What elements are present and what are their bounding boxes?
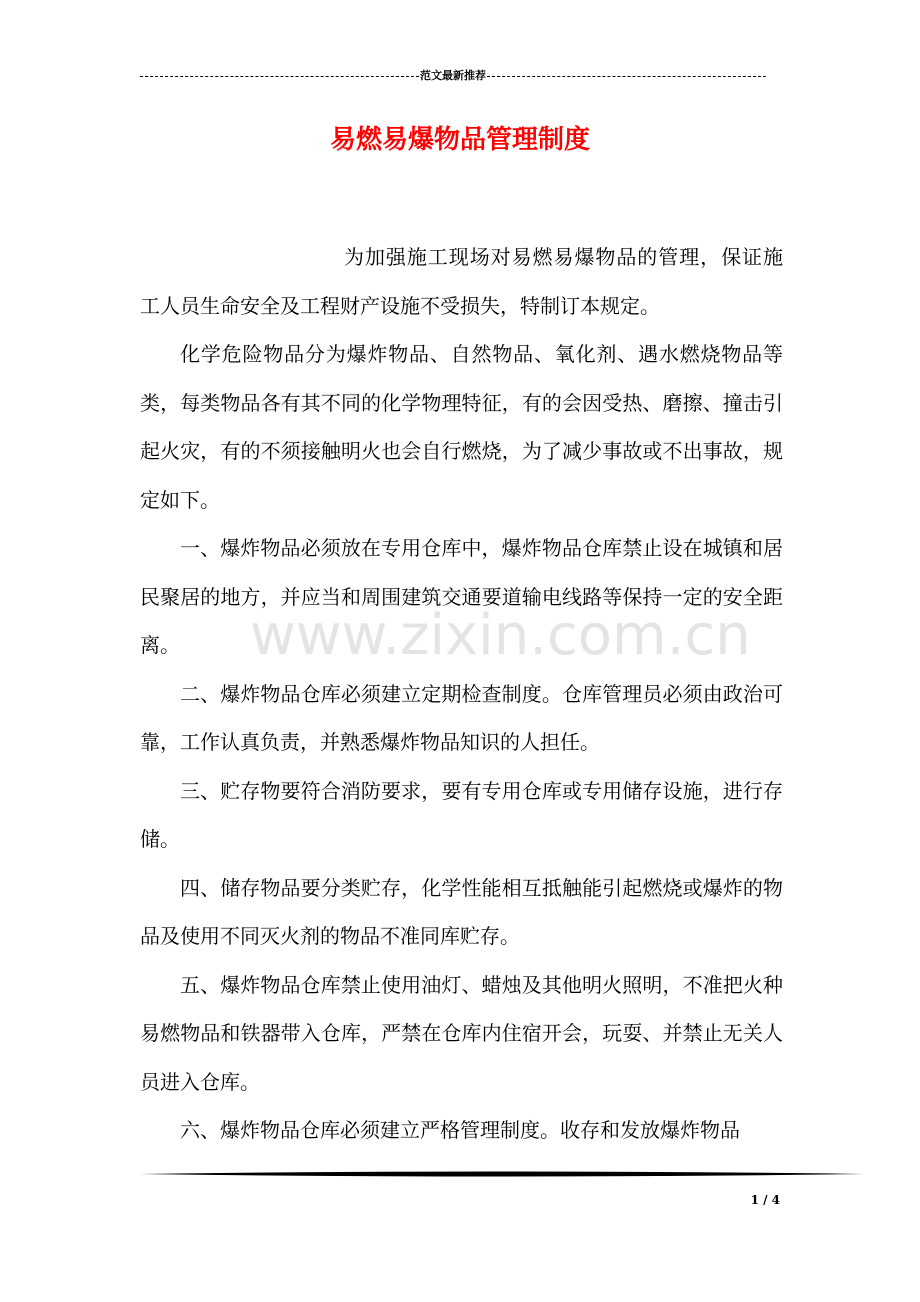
- header-dashes-left: [140, 76, 419, 77]
- page-number: 1 / 4: [750, 1193, 780, 1207]
- header-dashes-right: [487, 76, 766, 77]
- paragraph-rule-1: 一、爆炸物品必须放在专用仓库中，爆炸物品仓库禁止设在城镇和居民聚居的地方，并应当和周围建筑交通要道输电线路等保持一定的安全距离。: [140, 536, 783, 657]
- header-label: 范文最新推荐: [420, 69, 486, 82]
- paragraph-rule-5: 五、爆炸物品仓库禁止使用油灯、蜡烛及其他明火照明，不准把火种易燃物品和铁器带入仓库，严禁在仓库内住宿开会，玩耍、并禁止无关人员进入仓库。: [140, 972, 783, 1094]
- paragraph-rule-6: 六、爆炸物品仓库必须建立严格管理制度。收存和发放爆炸物品: [180, 1118, 740, 1142]
- paragraph-rule-3: 三、贮存物要符合消防要求，要有专用仓库或专用储存设施，进行存储。: [140, 778, 783, 851]
- paragraph-categories: 化学危险物品分为爆炸物品、自然物品、氧化剂、遇水燃烧物品等类，每类物品各有其不同的化学物理特征，有的会因受热、磨擦、撞击引起火灾，有的不须接触明火也会自行燃烧，为了减少事故或不出事故，规定如下。: [140, 342, 783, 512]
- document-title: 易燃易爆物品管理制度: [329, 125, 590, 155]
- document-body: [140, 233, 783, 1155]
- paragraph-rule-4: 四、储存物品要分类贮存，化学性能相互抵触能引起燃烧或爆炸的物品及使用不同灭火剂的物品不准同库贮存。: [140, 875, 783, 948]
- footer-divider: [140, 1170, 864, 1178]
- page-header: [140, 68, 766, 84]
- watermark: www.zixin.com.cn: [250, 603, 751, 668]
- paragraph-intro: 为加强施工现场对易燃易爆物品的管理，保证施工人员生命安全及工程财产设施不受损失，特制订本规定。: [140, 245, 783, 318]
- paragraph-rule-2: 二、爆炸物品仓库必须建立定期检查制度。仓库管理员必须由政治可靠，工作认真负责，并熟悉爆炸物品知识的人担任。: [140, 681, 783, 754]
